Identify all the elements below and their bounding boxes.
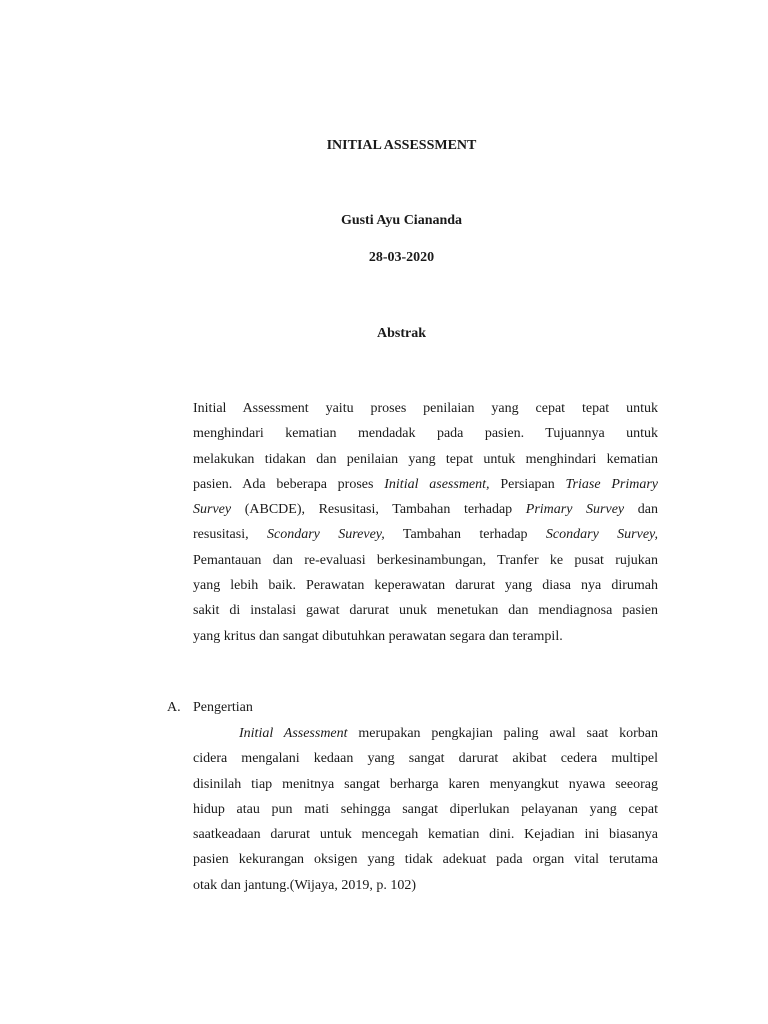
section-text: merupakan pengkajian paling awal saat korban xyxy=(347,726,658,741)
section-marker: A. xyxy=(167,700,181,715)
abstract-line xyxy=(193,598,658,623)
abstract-line xyxy=(193,421,658,446)
abstract-line xyxy=(193,447,658,472)
abstract-text: menghindari kematian mendadak pada pasien. Tujuannya untuk xyxy=(193,426,658,442)
section-text: otak dan jantung.(Wijaya, 2019, p. 102) xyxy=(193,877,416,893)
document-date: 28-03-2020 xyxy=(368,250,435,265)
section-heading xyxy=(167,700,253,716)
abstract-text: Initial Assessment yaitu proses penilaian yang cepat tepat untuk xyxy=(193,401,658,416)
abstract-paragraph xyxy=(193,396,658,649)
abstract-text: yang lebih baik. Perawatan keperawatan darurat yang diasa nya dirumah xyxy=(193,578,658,594)
abstract-text: pasien. Ada beberapa proses xyxy=(193,476,385,492)
section-line xyxy=(193,721,658,746)
italic-term: Scondary Survey, xyxy=(545,527,658,543)
section-paragraph xyxy=(193,721,658,898)
abstract-text: dan xyxy=(624,502,658,518)
italic-term: Scondary Surevey, xyxy=(266,527,385,543)
abstract-text: (ABCDE), Resusitasi, Tambahan terhadap xyxy=(231,502,526,518)
abstract-text: Pemantauan dan re-evaluasi berkesinambungan, Tranfer ke pusat rujukan xyxy=(193,552,658,568)
section-text: hidup atau pun mati sehingga sangat diperlukan pelayanan yang cepat xyxy=(193,801,658,817)
section-text: disinilah tiap menitnya sangat berharga karen menyangkut nyawa seeorag xyxy=(193,776,658,792)
abstract-text: melakukan tidakan dan penilaian yang tepat untuk menghindari kematian xyxy=(193,451,658,467)
italic-term: Initial Assessment xyxy=(239,726,348,741)
section-text: cidera mengalani kedaan yang sangat darurat akibat cedera multipel xyxy=(193,751,658,767)
italic-term: Initial asessment, xyxy=(384,476,490,492)
section-line xyxy=(193,847,658,872)
italic-term: Triase Primary xyxy=(565,476,658,492)
abstract-line xyxy=(193,396,658,421)
abstract-line xyxy=(193,624,658,649)
abstract-line xyxy=(193,522,658,547)
abstract-text: resusitasi, xyxy=(193,527,267,543)
abstract-text: yang kritus dan sangat dibutuhkan perawatan segara dan terampil. xyxy=(193,628,563,644)
abstract-heading: Abstrak xyxy=(376,326,426,341)
abstract-text: Tambahan terhadap xyxy=(384,527,546,543)
abstract-text: sakit di instalasi gawat darurat unuk menetukan dan mendiagnosa pasien xyxy=(193,603,658,619)
abstract-line xyxy=(193,472,658,497)
abstract-line xyxy=(193,573,658,598)
document-title: INITIAL ASSESSMENT xyxy=(326,138,477,153)
italic-term: Survey xyxy=(193,502,232,518)
section-line xyxy=(193,822,658,847)
abstract-text: Persiapan xyxy=(489,476,566,492)
abstract-line xyxy=(193,548,658,573)
section-text: pasien kekurangan oksigen yang tidak adekuat pada organ vital terutama xyxy=(193,852,658,868)
section-line xyxy=(193,873,658,898)
italic-term: Primary Survey xyxy=(525,502,625,518)
author-name: Gusti Ayu Ciananda xyxy=(340,213,463,228)
abstract-line xyxy=(193,497,658,522)
section-text: saatkeadaan darurat untuk mencegah kematian dini. Kejadian ini biasanya xyxy=(193,827,658,843)
section-line xyxy=(193,772,658,797)
section-line xyxy=(193,746,658,771)
section-line xyxy=(193,797,658,822)
section-heading-text: Pengertian xyxy=(193,700,253,715)
